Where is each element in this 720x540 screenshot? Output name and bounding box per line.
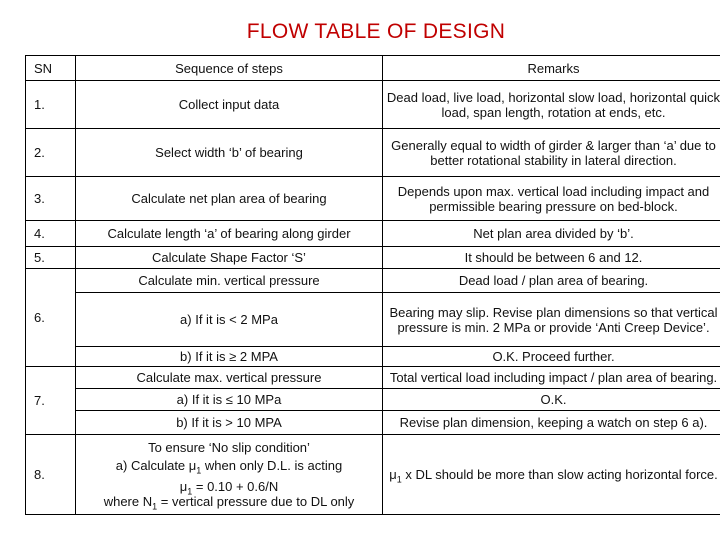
row-sn: 8. (26, 435, 76, 515)
row-step: a) If it is ≤ 10 MPa (76, 389, 383, 411)
table-row (26, 221, 720, 247)
subscript: 1 (396, 474, 402, 485)
row-sn: 1. (26, 81, 76, 129)
row-step: Calculate net plan area of bearing (76, 177, 383, 221)
row-remark: It should be between 6 and 12. (383, 247, 720, 269)
header-remarks: Remarks (383, 56, 720, 81)
row-sn: 5. (26, 247, 76, 269)
table-row (26, 269, 720, 293)
table-row (26, 367, 720, 389)
row-step: Collect input data (76, 81, 383, 129)
row-sn: 4. (26, 221, 76, 247)
row-step: Calculate min. vertical pressure (76, 269, 383, 293)
table-row (26, 347, 720, 367)
row-sn: 3. (26, 177, 76, 221)
table-row (26, 293, 720, 347)
row-remark: Depends upon max. vertical load including impact and permissible bearing pressure on bed-block. (383, 177, 720, 221)
formula-text: = 0.10 + 0.6/N (192, 479, 279, 494)
row-remark: Generally equal to width of girder & larger than ‘a’ due to better rotational stability in lateral direction. (383, 129, 720, 177)
row-sn: 7. (26, 367, 76, 435)
table-row (26, 129, 720, 177)
formula-text: μ (179, 479, 188, 494)
subscript: 1 (152, 501, 158, 512)
step-line (79, 458, 379, 476)
row-remark: O.K. Proceed further. (383, 347, 720, 367)
row-remark: Dead load, live load, horizontal slow load, horizontal quick load, span length, rotation at ends, etc. (383, 81, 720, 129)
row-remark: Total vertical load including impact / plan area of bearing. (383, 367, 720, 389)
formula-line (79, 494, 379, 512)
header-sn: SN (26, 56, 76, 81)
row-step: Calculate Shape Factor ‘S’ (76, 247, 383, 269)
row-remark: Revise plan dimension, keeping a watch on step 6 a). (383, 411, 720, 435)
formula-text: where N (103, 494, 153, 509)
table-row (26, 435, 720, 515)
row-sn: 6. (26, 269, 76, 367)
table-row (26, 389, 720, 411)
table-row (26, 411, 720, 435)
row-step: a) If it is < 2 MPa (76, 293, 383, 347)
row-remark: Dead load / plan area of bearing. (383, 269, 720, 293)
row-step (76, 435, 383, 515)
table-header-row (26, 56, 720, 81)
remark-text: x DL should be more than slow acting horizontal force. (401, 467, 718, 482)
table-row (26, 247, 720, 269)
row-remark: Bearing may slip. Revise plan dimensions so that vertical pressure is min. 2 MPa or provide ‘Anti Creep Device’. (383, 293, 720, 347)
step-line: To ensure ‘No slip condition’ (148, 440, 310, 455)
subscript: 1 (187, 486, 193, 497)
row-remark: Net plan area divided by ‘b’. (383, 221, 720, 247)
step-text: a) Calculate μ (115, 458, 197, 473)
row-remark (383, 435, 720, 515)
row-step: b) If it is > 10 MPA (76, 411, 383, 435)
row-sn: 2. (26, 129, 76, 177)
row-step: b) If it is ≥ 2 MPA (76, 347, 383, 367)
table-row (26, 81, 720, 129)
formula-text: = vertical pressure due to DL only (157, 494, 355, 509)
flow-table (25, 55, 720, 515)
row-step: Select width ‘b’ of bearing (76, 129, 383, 177)
subscript: 1 (196, 465, 202, 476)
row-step: Calculate length ‘a’ of bearing along girder (76, 221, 383, 247)
header-steps: Sequence of steps (76, 56, 383, 81)
remark-text: μ (389, 467, 397, 482)
step-text: when only D.L. is acting (201, 458, 343, 473)
page-title: FLOW TABLE OF DESIGN (246, 20, 506, 43)
formula-line (79, 479, 379, 497)
row-step: Calculate max. vertical pressure (76, 367, 383, 389)
table-row (26, 177, 720, 221)
row-remark: O.K. (383, 389, 720, 411)
